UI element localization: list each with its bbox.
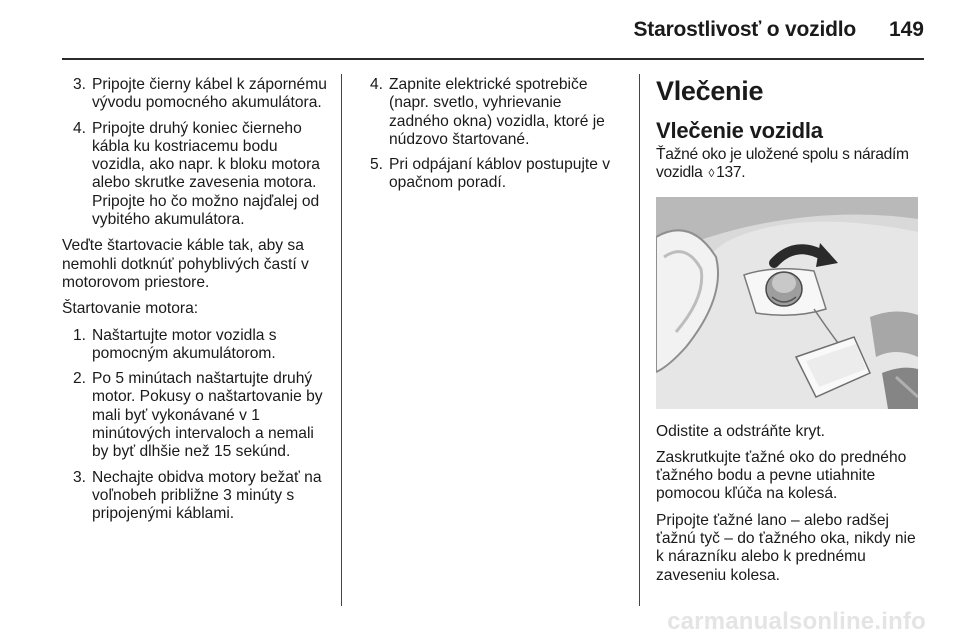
list-item-number: 4. xyxy=(369,76,383,93)
watermark-text: carmanualsonline.info xyxy=(667,608,926,635)
list-item-text: Po 5 minútach naštartujte druhý motor. Pokusy o naštartovanie by mali byť vykonávané v 1 minútových intervaloch a nemali by byť dlhšie než 15 sekúnd. xyxy=(92,370,323,461)
column-divider-1 xyxy=(341,74,342,606)
list-item xyxy=(62,327,328,364)
intro-text: Ťažné oko je uložené spolu s náradím vozidla xyxy=(656,146,909,182)
list-item-text: Pripojte druhý koniec čierneho kábla ku kostriacemu bodu vozidla, ako napr. k bloku motora alebo skrutke zavesenia motora. Pripojte ho čo možno najďalej od vybitého akumulátora. xyxy=(92,119,320,229)
list-item xyxy=(62,469,328,524)
column-3 xyxy=(656,76,922,593)
attach-tow-rope-paragraph: Pripojte ťažné lano – alebo radšej ťažnú tyč – do ťažného oka, nikdy nie k nárazníku alebo k prednému zaveseniu kolesa. xyxy=(656,511,916,584)
list-item-text: Naštartujte motor vozidla s pomocným akumulátorom. xyxy=(92,326,277,362)
column-2 xyxy=(355,76,625,201)
remove-cover-paragraph: Odistite a odstráňte kryt. xyxy=(656,422,826,440)
list-item xyxy=(62,120,328,230)
cable-routing-paragraph: Veďte štartovacie káble tak, aby sa nemohli dotknúť pohyblivých častí v motorovom priestore. xyxy=(62,237,309,291)
list-item xyxy=(62,76,328,113)
section-heading: Vlečenie xyxy=(656,76,764,106)
running-header-title: Starostlivosť o vozidlo xyxy=(633,18,856,41)
list-item xyxy=(355,156,625,193)
list-item-number: 2. xyxy=(72,370,86,388)
column-divider-2 xyxy=(639,74,640,606)
list-item-text: Pripojte čierny kábel k zápornému vývodu pomocného akumulátora. xyxy=(92,76,327,112)
towing-eye-intro xyxy=(656,146,922,183)
page-reference: 137. xyxy=(716,164,746,182)
list-item xyxy=(62,370,328,461)
header-divider xyxy=(62,58,924,60)
page-number: 149 xyxy=(888,18,924,41)
list-item-text: Nechajte obidva motory bežať na voľnobeh približne 3 minúty s pripojenými káblami. xyxy=(92,468,322,523)
list-item-text: Zapnite elektrické spotrebiče (napr. svetlo, vyhrievanie zadného okna) vozidla, ktoré je núdzovo štartované. xyxy=(389,76,605,148)
engine-start-list xyxy=(62,327,328,524)
list-item-number: 3. xyxy=(72,468,86,486)
subsection-heading: Vlečenie vozidla xyxy=(656,118,823,143)
list-item xyxy=(355,76,625,149)
column-1 xyxy=(62,76,328,532)
engine-start-heading: Štartovanie motora: xyxy=(62,300,199,318)
jump-start-list-continued xyxy=(62,76,328,229)
screw-in-eye-paragraph: Zaskrutkujte ťažné oko do predného ťažného bodu a pevne utiahnite pomocou kľúča na kolesá. xyxy=(656,448,907,503)
list-item-number: 4. xyxy=(72,119,86,137)
list-item-text: Pri odpájaní káblov postupujte v opačnom poradí. xyxy=(389,156,611,192)
list-item-number: 3. xyxy=(72,76,86,93)
towing-eye-cover-illustration xyxy=(656,197,918,409)
list-item-number: 5. xyxy=(369,156,383,174)
page-reference-icon: ◊ xyxy=(708,166,715,181)
jump-start-list-end xyxy=(355,76,625,193)
list-item-number: 1. xyxy=(72,326,86,344)
